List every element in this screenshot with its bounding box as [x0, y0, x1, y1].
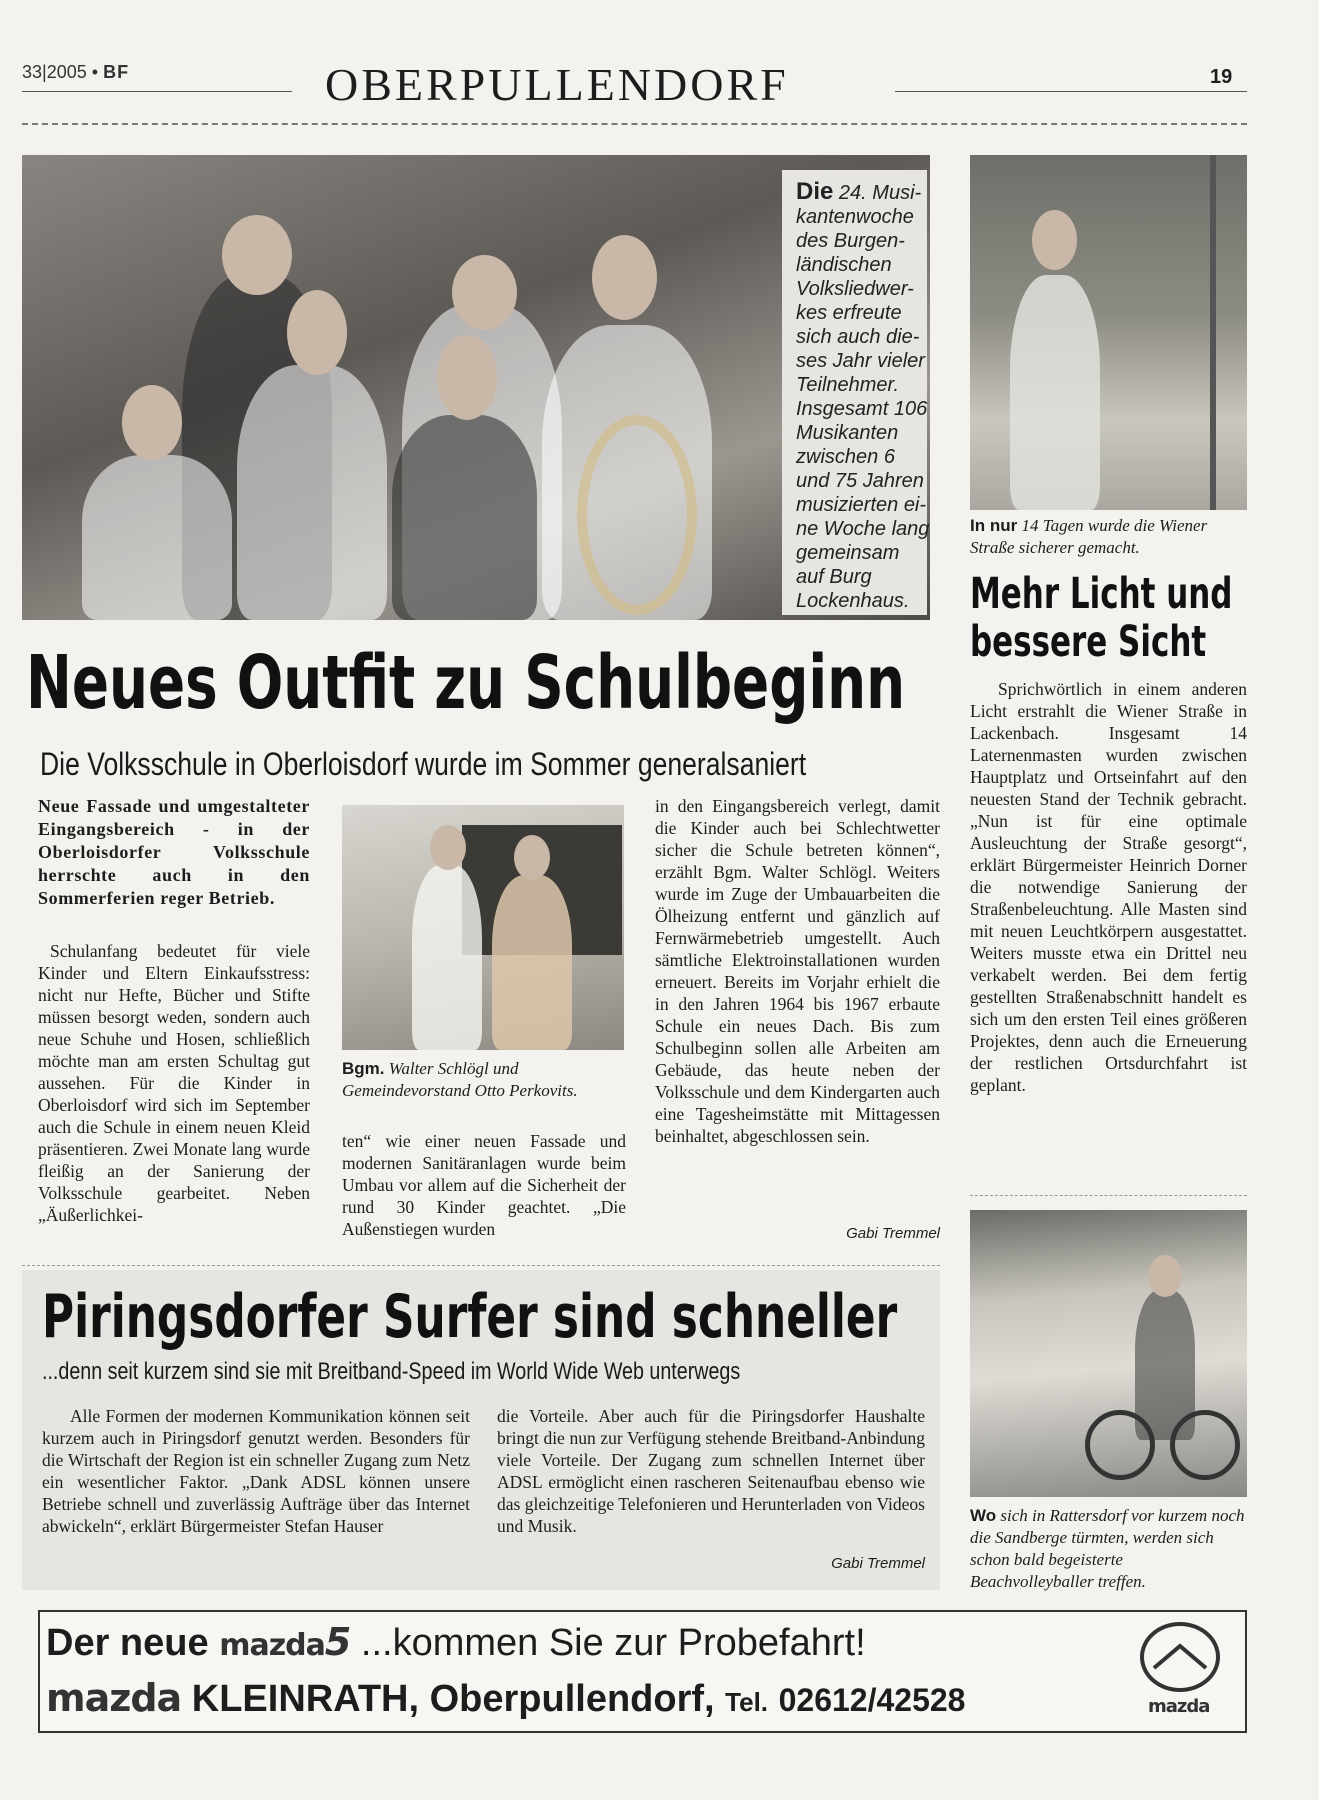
street-photo — [970, 155, 1247, 510]
tuba-instrument — [577, 415, 697, 615]
caption-line: kantenwoche — [796, 206, 914, 228]
caption-line: ländischen — [796, 254, 892, 276]
caption-line: auf Burg — [796, 566, 872, 588]
beach-caption-text: sich in Rattersdorf vor kurzem noch die Sandberge türmten, werden sich schon bald begeisterte Beachvolleyballer treffen. — [970, 1506, 1245, 1591]
side-headline — [970, 570, 1232, 666]
surfer-divider — [22, 1265, 940, 1266]
section-masthead: OBERPULLENDORF — [325, 59, 789, 110]
photo-figure — [492, 875, 572, 1050]
caption-line: Teilnehmer. — [796, 374, 900, 396]
caption-line: zwischen 6 — [796, 446, 895, 468]
photo-figure — [237, 365, 387, 620]
caption-line: des Burgen- — [796, 230, 905, 252]
photo-caption — [796, 180, 936, 613]
street-photo-caption — [970, 515, 1250, 559]
street-caption-text: 14 Tagen wurde die Wiener Straße sicherer gemacht. — [970, 516, 1208, 557]
tel-label: Tel. — [725, 1687, 769, 1717]
mazda-model-number: 5 — [324, 1620, 351, 1664]
issue-number: 33|2005 — [22, 62, 87, 82]
photo-figure-head — [452, 255, 517, 330]
bike-wheel-rear — [1170, 1410, 1240, 1480]
tel-number: 02612/42528 — [778, 1682, 966, 1718]
photo-figure-head — [437, 335, 497, 420]
street-caption-bold: In nur — [970, 516, 1018, 535]
ad-line2 — [46, 1676, 965, 1721]
mazda-brand-logo: mazda — [1148, 1696, 1210, 1717]
surfer-col1: Alle Formen der modernen Kommunikation können seit kurzem auch in Piringsdorf genutzt werden. Besonders für die Wirtschaft der Region ist ein schneller Zugang zum Netz ein wesentlicher Faktor. „Dank ADSL können unsere Betriebe schnell und zuverlässig Aufträge über das Internet abwickeln“, erklärt Bürgermeister Stefan Hauser — [42, 1406, 470, 1536]
caption-line: ses Jahr vieler — [796, 350, 925, 372]
photo-caption-bold: Die — [796, 178, 834, 205]
main-col1: Schulanfang bedeutet für viele Kinder und Eltern Einkaufsstress: nicht nur Hefte, Bücher und Stifte müssen besorgt weden, sondern auch neue Schuhe und Hosen, schließlich möchte man am ersten Schultag gut aussehen. Für die Kinder in Oberloisdorf wird sich im September auch die Schule in einem neuen Kleid präsentieren. Zwei Monate lang wurde fleißig an der Sanierung der Volksschule gearbeitet. Neben „Äußerlichkei- — [38, 941, 310, 1225]
surfer-author: Gabi Tremmel — [831, 1555, 925, 1572]
photo-figure-head — [514, 835, 550, 880]
photo-figure-head — [1032, 210, 1077, 270]
photo-figure — [392, 415, 537, 620]
caption-line: Volksliedwer- — [796, 278, 914, 300]
surfer-col2: die Vorteile. Aber auch für die Piringsdorfer Haushalte bringt die nun zur Verfügung stehende Breitband-Anbindung viele Vorteile. Der Zugang zum schnellen Internet über ADSL ermöglicht einen rascheren Seitenaufbau ebenso wie das gleichzeitige Telefonieren und Herunterladen von Videos und Musik. — [497, 1406, 925, 1536]
header-dashed-divider — [22, 123, 1247, 125]
mazda-model-logo: mazda — [219, 1628, 325, 1663]
main-lead: Neue Fassade und umgestalteter Eingangsbereich - in der Oberloisdorfer Volksschule herrschte auch in den Sommerferien reger Betrieb. — [38, 796, 310, 908]
main-subhead: Die Volksschule in Oberloisdorf wurde im Sommer generalsaniert — [40, 746, 807, 782]
photo-figure-head — [122, 385, 182, 460]
issue-bullet: • — [91, 62, 99, 82]
caption-line: Lockenhaus. — [796, 590, 910, 612]
school-caption-text: Walter Schlögl und Gemeindevorstand Otto Perkovits. — [342, 1059, 578, 1100]
photo-figure-head — [1148, 1255, 1182, 1297]
photo-figure-head — [287, 290, 347, 375]
main-col3: in den Eingangsbereich verlegt, damit die Kinder auch bei Schlechtwetter sicher die Schule betreten können“, erzählt Bgm. Walter Schlögl. Weiters wurde im Zuge der Umbauarbeiten die Ölheizung entfernt und gänzlich auf Fernwärmebetrieb umgestellt. Auch sämtliche Elektroinstallationen wurden erneuert. Bereits im Vorjahr erhielt die in den Jahren 1964 bis 1967 erbaute Schule ein neues Dach. Bis zum Schulbeginn sollen alle Arbeiten am Gebäude, das heute neben der Volksschule und dem Kindergarten auch eine Tagesheimstätte mit Mittagessen beinhaltet, abgeschlossen sein. — [655, 796, 940, 1146]
mazda-dealer-logo: mazda — [46, 1676, 182, 1720]
caption-line: Musikanten — [796, 422, 899, 444]
caption-line: sich auch die- — [796, 326, 920, 348]
caption-line: Insgesamt 106 — [796, 398, 928, 420]
mazda-ad[interactable] — [38, 1610, 1247, 1733]
mazda-emblem-icon — [1140, 1622, 1220, 1692]
photo-figure-head — [430, 825, 466, 870]
caption-line: ne Woche lang — [796, 518, 930, 540]
side-body: Sprichwörtlich in einem anderen Licht erstrahlt die Wiener Straße in Lackenbach. Insgesamt 14 Laternenmasten wurden zwischen Hauptplatz und Ortseinfahrt auf den neuesten Stand der Technik gebracht. „Nun ist für eine optimale Ausleuchtung der Straße gesorgt“, erklärt Bürgermeister Heinrich Dorner die notwendige Sanierung der Straßenbeleuchtung. Alle Masten sind mit neuen Leuchtkörpern ausgestattet. Weiters musste etwa ein Drittel neu verkabelt werden. Bei dem fertig gestellten Straßenabschnitt handelt es sich um den ersten Teil eines größeren Projektes, denn auch die Erneuerung der restlichen Ortsdurchfahrt ist geplant. — [970, 679, 1247, 1095]
issue-line — [22, 62, 129, 83]
page-number: 19 — [1210, 66, 1233, 88]
school-caption-bold: Bgm. — [342, 1059, 385, 1078]
side-divider — [970, 1195, 1247, 1196]
mazda-wing-icon — [1144, 1626, 1216, 1688]
beach-photo-caption — [970, 1505, 1250, 1593]
beach-caption-bold: Wo — [970, 1506, 997, 1525]
surfer-subhead: ...denn seit kurzem sind sie mit Breitband-Speed im World Wide Web unterwegs — [42, 1358, 741, 1385]
main-headline: Neues Outfit zu Schulbeginn — [26, 640, 906, 726]
caption-line: und 75 Jahren — [796, 470, 924, 492]
photo-figure — [412, 865, 482, 1050]
surfer-headline: Piringsdorfer Surfer sind schneller — [42, 1282, 898, 1352]
side-headline-line2: bessere Sicht — [970, 617, 1207, 667]
caption-line: musizierten ei- — [796, 494, 927, 516]
header-rule-left — [22, 91, 292, 92]
main-author: Gabi Tremmel — [846, 1225, 940, 1242]
paper-abbrev: BF — [103, 62, 130, 82]
dealer-name: KLEINRATH, Oberpullendorf, — [191, 1678, 715, 1720]
side-headline-line1: Mehr Licht und — [970, 569, 1233, 619]
photo-figure-head — [592, 235, 657, 320]
ad-line1-prefix: Der neue — [46, 1622, 209, 1664]
bike-wheel-front — [1085, 1410, 1155, 1480]
caption-line: 24. Musi- — [838, 182, 922, 204]
main-col2: ten“ wie einer neuen Fassade und modernen Sanitäranlagen wurde beim Umbau vor allem auf die Sicherheit der rund 30 Kinder geachtet. „Die Außenstiegen wurden — [342, 1131, 626, 1239]
caption-line: gemeinsam — [796, 542, 900, 564]
school-photo — [342, 805, 624, 1050]
photo-figure — [1010, 275, 1100, 510]
school-photo-caption — [342, 1058, 626, 1102]
photo-figure-head — [222, 215, 292, 295]
lamp-post — [1210, 155, 1216, 510]
photo-figure — [82, 455, 232, 620]
ad-line1-cta: ...kommen Sie zur Probefahrt! — [360, 1622, 866, 1664]
ad-line1 — [46, 1620, 866, 1665]
header-rule-right — [895, 91, 1247, 92]
beach-photo — [970, 1210, 1247, 1497]
caption-line: kes erfreute — [796, 302, 902, 324]
